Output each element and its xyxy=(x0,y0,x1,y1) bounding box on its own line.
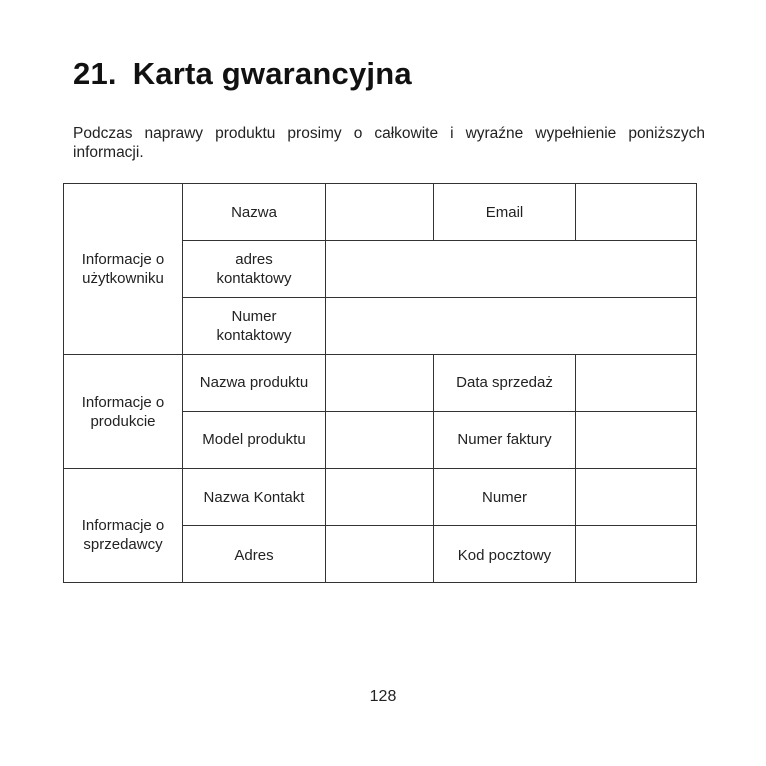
invoice-number-label: Numer faktury xyxy=(434,412,576,469)
seller-address-label: Adres xyxy=(183,526,326,583)
page-number: 128 xyxy=(369,688,397,705)
user-name-label: Nazwa xyxy=(183,184,326,241)
table-row xyxy=(64,184,697,241)
section-title: Karta gwarancyjna xyxy=(132,56,412,91)
sale-date-field[interactable] xyxy=(576,355,697,412)
table-row xyxy=(64,355,697,412)
user-address-label: adres kontaktowy xyxy=(183,241,326,298)
user-name-field[interactable] xyxy=(326,184,434,241)
product-name-label: Nazwa produktu xyxy=(183,355,326,412)
product-name-field[interactable] xyxy=(326,355,434,412)
table-row xyxy=(64,469,697,526)
product-model-field[interactable] xyxy=(326,412,434,469)
seller-info-group-label: Informacje o sprzedawcy xyxy=(64,469,183,583)
user-email-field[interactable] xyxy=(576,184,697,241)
seller-address-field[interactable] xyxy=(326,526,434,583)
seller-number-field[interactable] xyxy=(576,469,697,526)
product-info-group-label: Informacje o produkcie xyxy=(64,355,183,469)
section-number: 21. xyxy=(73,56,117,91)
warranty-form-table xyxy=(63,183,697,583)
intro-paragraph: Podczas naprawy produktu prosimy o całkowite i wyraźne wypełnienie poniższych informacji. xyxy=(73,125,705,161)
user-phone-label: Numer kontaktowy xyxy=(183,298,326,355)
postal-code-field[interactable] xyxy=(576,526,697,583)
invoice-number-field[interactable] xyxy=(576,412,697,469)
user-info-group-label: Informacje o użytkowniku xyxy=(64,184,183,355)
seller-contact-name-field[interactable] xyxy=(326,469,434,526)
sale-date-label: Data sprzedaż xyxy=(434,355,576,412)
user-address-field[interactable] xyxy=(326,241,697,298)
seller-number-label: Numer xyxy=(434,469,576,526)
product-model-label: Model produktu xyxy=(183,412,326,469)
page-title xyxy=(73,56,412,92)
seller-contact-name-label: Nazwa Kontakt xyxy=(183,469,326,526)
user-phone-field[interactable] xyxy=(326,298,697,355)
user-email-label: Email xyxy=(434,184,576,241)
postal-code-label: Kod pocztowy xyxy=(434,526,576,583)
